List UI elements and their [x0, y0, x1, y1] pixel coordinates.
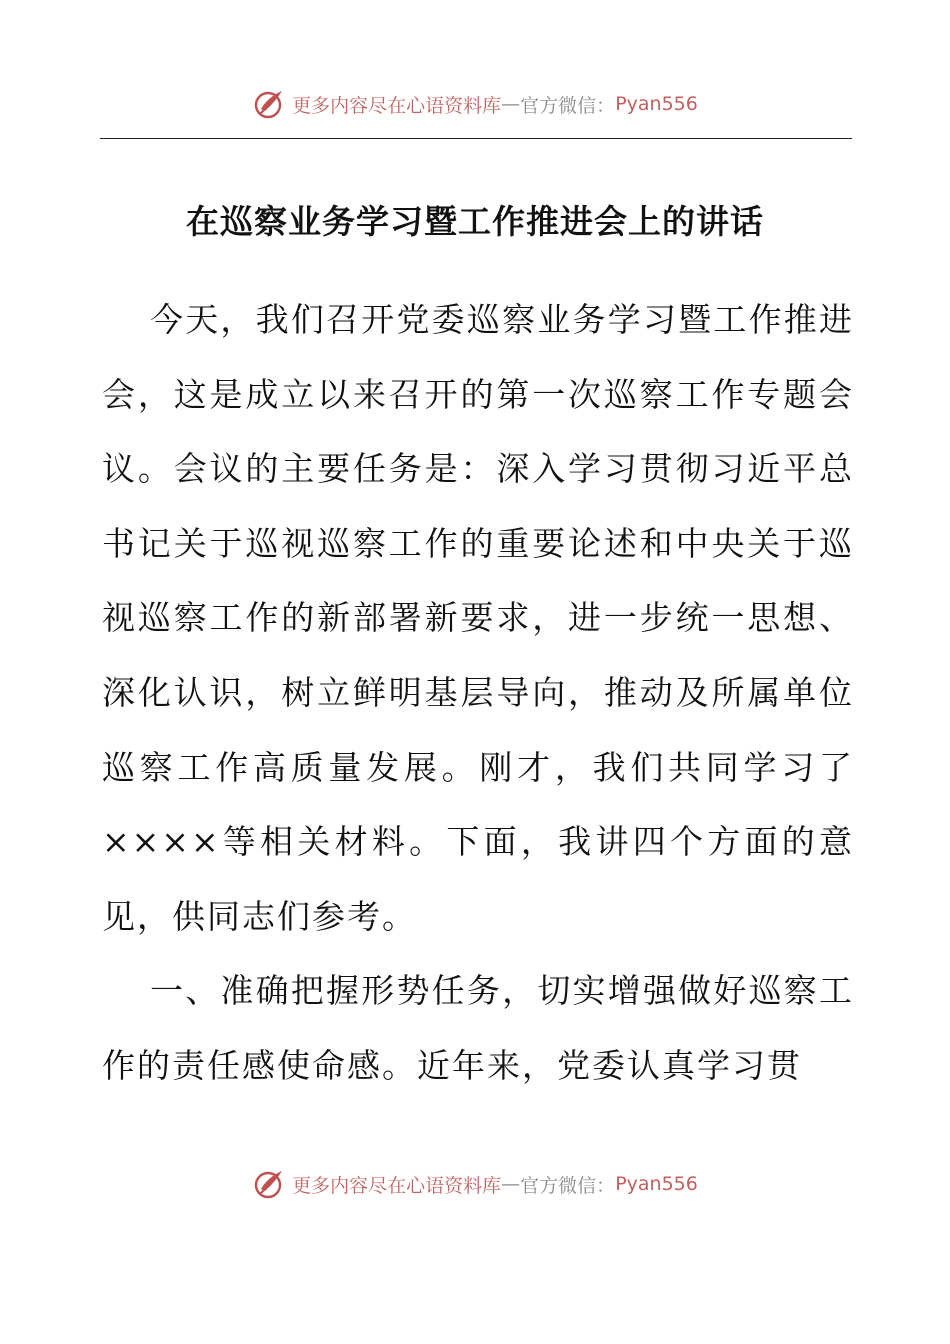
quill-logo-icon — [252, 87, 288, 121]
footer-banner — [0, 1164, 950, 1204]
header-promo-text: 更多内容尽在心语资料库 — [292, 94, 502, 117]
footer-promo-text: 更多内容尽在心语资料库 — [292, 1174, 502, 1197]
document-title: 在巡察业务学习暨工作推进会上的讲话 — [186, 202, 764, 241]
body-paragraph: 一、准确把握形势任务，切实增强做好巡察工作的责任感使命感。近年来，党委认真学习贯 — [102, 971, 854, 1085]
document-body — [102, 283, 854, 1104]
footer-separator: — — [501, 1173, 521, 1195]
body-paragraph: 今天，我们召开党委巡察业务学习暨工作推进会，这是成立以来召开的第一次巡察工作专题会议。会议的主要任务是：深入学习贯彻习近平总书记关于巡视巡察工作的重要论述和中央关于巡视巡察工作的新部署新要求，进一步统一思想、深化认识，树立鲜明基层导向，推动及所属单位巡察工作高质量发展。刚才，我们共同学习了××××等相关材料。下面，我讲四个方面的意见，供同志们参考。 — [102, 300, 854, 936]
header-wechat-handle: Pyan556 — [615, 93, 698, 115]
footer-wechat-label: 官方微信： — [520, 1174, 616, 1197]
quill-logo-icon — [252, 1167, 288, 1201]
header-wechat-label: 官方微信： — [520, 94, 616, 117]
header-banner — [0, 84, 950, 124]
footer-wechat-handle: Pyan556 — [615, 1173, 698, 1195]
header-separator: — — [501, 93, 521, 115]
header-divider — [100, 138, 852, 139]
